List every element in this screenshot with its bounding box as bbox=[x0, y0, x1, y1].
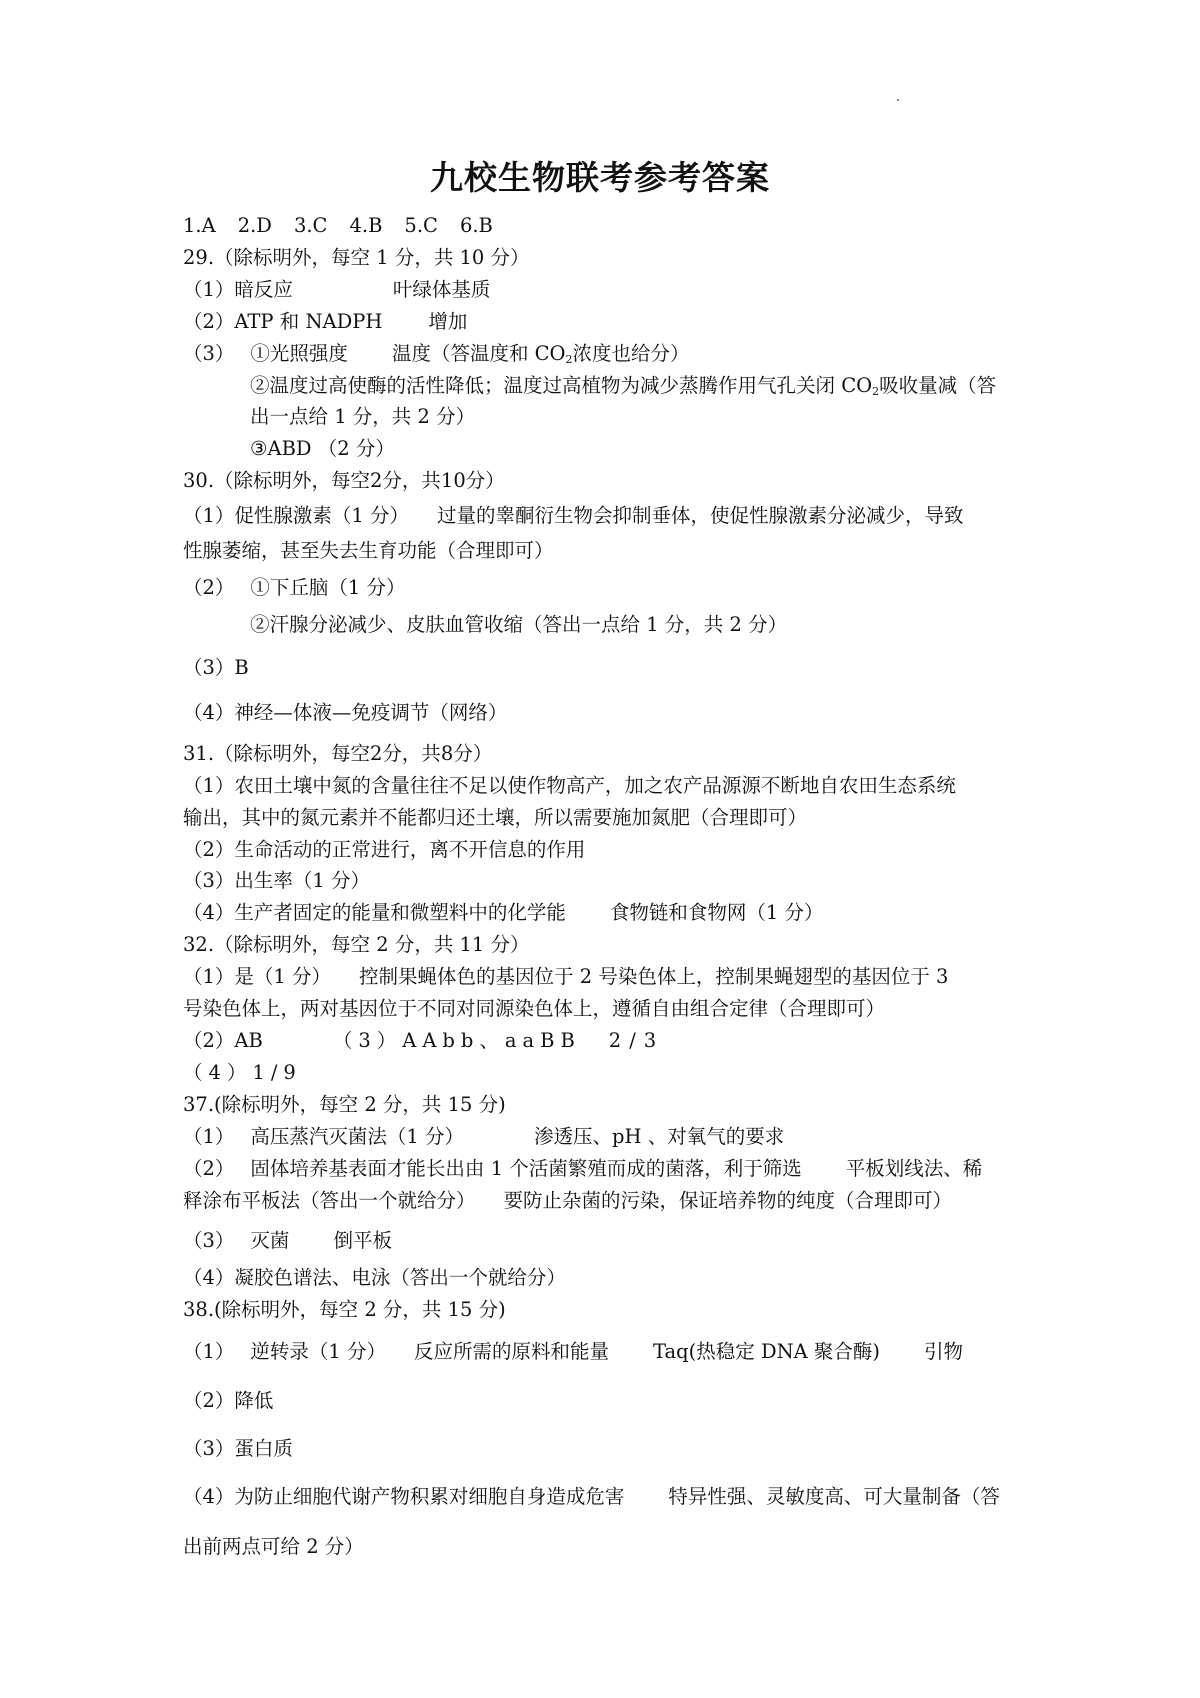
answer-text: 渗透压、pH 、对氧气的要求 bbox=[534, 1125, 785, 1148]
answer-text: 灭菌 bbox=[250, 1229, 290, 1252]
answer-text: 温度（答温度和 CO bbox=[391, 342, 566, 365]
subscript: 2 bbox=[565, 353, 573, 366]
q30-answer-2-2: ②汗腺分泌减少、皮肤血管收缩（答出一点给 1 分，共 2 分） bbox=[250, 613, 788, 636]
q32-header: 32.（除标明外，每空 2 分，共 11 分） bbox=[183, 933, 530, 956]
mcq-answer: 1.A bbox=[183, 214, 216, 237]
q31-answer-4 bbox=[183, 900, 824, 926]
q37-answer-3 bbox=[183, 1228, 392, 1254]
q30-answer-2-1 bbox=[183, 575, 406, 601]
q31-answer-1-cont: 输出，其中的氮元素并不能都归还土壤，所以需要施加氮肥（合理即可） bbox=[183, 806, 808, 829]
q31-answer-2: （2）生命活动的正常进行，离不开信息的作用 bbox=[183, 838, 586, 861]
q37-answer-1 bbox=[183, 1124, 784, 1150]
q37-header: 37.(除标明外，每空 2 分，共 15 分) bbox=[183, 1093, 506, 1116]
answer-text: （4）为防止细胞代谢产物积累对细胞自身造成危害 bbox=[183, 1485, 625, 1508]
answer-text: 释涂布平板法（答出一个就给分） bbox=[183, 1189, 476, 1212]
mcq-answer: 2.D bbox=[237, 214, 272, 237]
q30-answer-4: （4）神经—体液—免疫调节（网络） bbox=[183, 701, 508, 724]
q37-answer-2-cont bbox=[183, 1188, 952, 1214]
answer-text: 倒平板 bbox=[333, 1229, 392, 1252]
answer-text: 浓度也给分） bbox=[572, 342, 690, 365]
answer-text: （2）AB bbox=[183, 1029, 263, 1052]
q29-answer-2 bbox=[183, 309, 467, 335]
answer-text: ①下丘脑（1 分） bbox=[250, 576, 406, 599]
answer-text: （3） bbox=[183, 342, 235, 365]
answer-text: （2）ATP 和 NADPH bbox=[183, 310, 383, 333]
answer-text: 增加 bbox=[428, 310, 468, 333]
q38-answer-4-cont: 出前两点可给 2 分） bbox=[183, 1535, 364, 1558]
q30-header: 30.（除标明外，每空2分，共10分） bbox=[183, 469, 505, 492]
answer-text: 过量的睾酮衍生物会抑制垂体，使促性腺激素分泌减少，导致 bbox=[437, 504, 964, 527]
answer-text: 逆转录（1 分） bbox=[250, 1340, 387, 1363]
q29-answer-3-2-cont: 出一点给 1 分，共 2 分） bbox=[250, 405, 476, 428]
answer-text: 2/3 bbox=[608, 1029, 665, 1052]
answer-text: （3）AAbb、aaBB bbox=[332, 1029, 581, 1052]
q38-header: 38.(除标明外，每空 2 分，共 15 分) bbox=[183, 1298, 506, 1321]
q29-answer-3-2 bbox=[250, 373, 996, 405]
answer-text: 控制果蝇体色的基因位于 2 号染色体上，控制果蝇翅型的基因位于 3 bbox=[359, 965, 949, 988]
q32-answer-1 bbox=[183, 964, 948, 990]
answer-text: ①光照强度 bbox=[250, 342, 348, 365]
mcq-answer: 4.B bbox=[349, 214, 383, 237]
q38-answer-4 bbox=[183, 1484, 1000, 1510]
q29-answer-1 bbox=[183, 277, 490, 303]
q38-answer-2: （2）降低 bbox=[183, 1389, 274, 1412]
answer-text: （1） bbox=[183, 1340, 235, 1363]
answer-text: （3） bbox=[183, 1229, 235, 1252]
answer-text: 反应所需的原料和能量 bbox=[414, 1340, 610, 1363]
q30-answer-1 bbox=[183, 503, 964, 529]
answer-text: （2） bbox=[183, 576, 235, 599]
answer-text: （1）暗反应 bbox=[183, 278, 293, 301]
answer-text: 食物链和食物网（1 分） bbox=[609, 901, 824, 924]
answer-text: （4）生产者固定的能量和微塑料中的化学能 bbox=[183, 901, 566, 924]
answer-text: （2） bbox=[183, 1157, 235, 1180]
q31-answer-1: （1）农田土壤中氮的含量往往不足以使作物高产，加之农产品源源不断地自农田生态系统 bbox=[183, 774, 956, 797]
answer-text: 特异性强、灵敏度高、可大量制备（答 bbox=[668, 1485, 1000, 1508]
subscript: 2 bbox=[872, 385, 880, 398]
answer-text: （1）是（1 分） bbox=[183, 965, 332, 988]
q32-answer-2-3 bbox=[183, 1028, 664, 1054]
mcq-answer: 3.C bbox=[293, 214, 328, 237]
answer-text: 固体培养基表面才能长出由 1 个活菌繁殖而成的菌落，利于筛选 bbox=[250, 1157, 802, 1180]
mcq-answers bbox=[183, 213, 515, 239]
q30-answer-3: （3）B bbox=[183, 656, 249, 679]
answer-text: 平板划线法、稀 bbox=[845, 1157, 983, 1180]
answer-text: （1） bbox=[183, 1125, 235, 1148]
answer-text: 吸收量减（答 bbox=[879, 374, 997, 397]
answer-text: Taq(热稳定 DNA 聚合酶) bbox=[653, 1340, 881, 1363]
answer-text: 引物 bbox=[924, 1340, 964, 1363]
q29-answer-3-3: ③ABD （2 分） bbox=[250, 437, 395, 460]
q31-answer-3: （3）出生率（1 分） bbox=[183, 869, 371, 892]
answer-text: ②温度过高使酶的活性降低；温度过高植物为减少蒸腾作用气孔关闭 CO bbox=[250, 374, 873, 397]
answer-text: 高压蒸汽灭菌法（1 分） bbox=[250, 1125, 465, 1148]
mcq-answer: 5.C bbox=[404, 214, 438, 237]
mcq-answer: 6.B bbox=[459, 214, 493, 237]
q38-answer-3: （3）蛋白质 bbox=[183, 1437, 293, 1460]
answer-text: （1）促性腺激素（1 分） bbox=[183, 504, 410, 527]
answer-text: 叶绿体基质 bbox=[392, 278, 491, 301]
q38-answer-1 bbox=[183, 1339, 963, 1365]
answer-text: 要防止杂菌的污染，保证培养物的纯度（合理即可） bbox=[503, 1189, 953, 1212]
q37-answer-2 bbox=[183, 1156, 982, 1182]
q29-header: 29.（除标明外，每空 1 分，共 10 分） bbox=[183, 246, 530, 269]
q37-answer-4: （4）凝胶色谱法、电泳（答出一个就给分） bbox=[183, 1266, 566, 1289]
q32-answer-4: （4）1/9 bbox=[183, 1061, 302, 1084]
speck-mark bbox=[897, 99, 899, 101]
q30-answer-1-cont: 性腺萎缩，甚至失去生育功能（合理即可） bbox=[183, 539, 554, 562]
q31-header: 31.（除标明外，每空2分，共8分） bbox=[183, 742, 493, 765]
page-title: 九校生物联考参考答案 bbox=[430, 158, 770, 197]
q29-answer-3-1 bbox=[183, 341, 690, 373]
q32-answer-1-cont: 号染色体上，两对基因位于不同对同源染色体上，遵循自由组合定律（合理即可） bbox=[183, 997, 886, 1020]
